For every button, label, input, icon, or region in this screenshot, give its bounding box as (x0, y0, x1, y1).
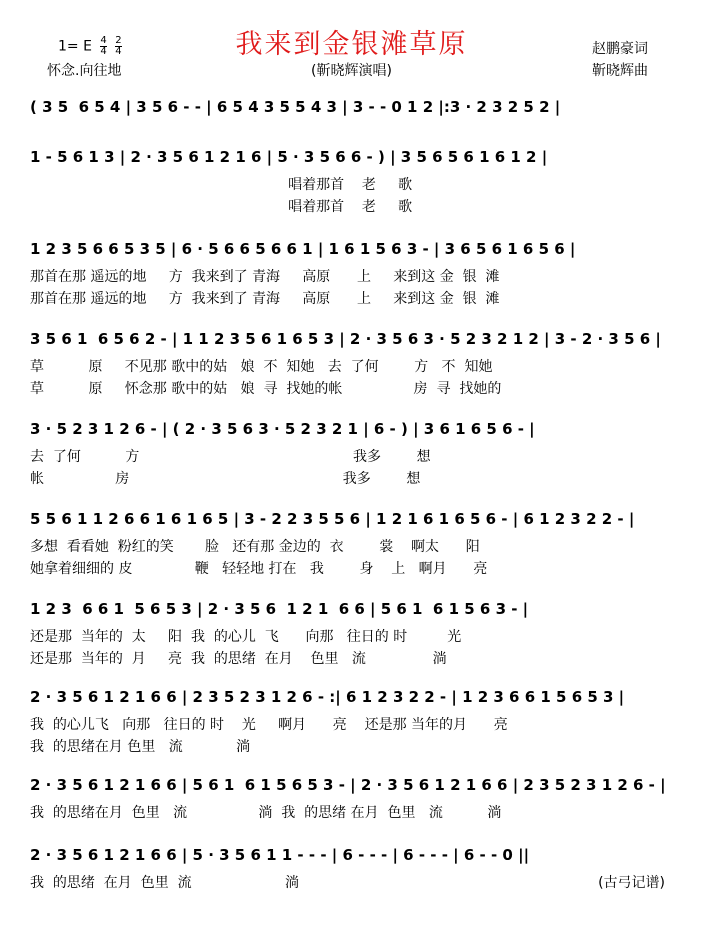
notation-line: 1 - 5 6 1 3 | 2 · 3 5 6 1 2 1 6 | 5 · 3 5 6 6 - ) | 3 5 6 5 6 1 6 1 2 | (30, 148, 548, 166)
staff-row-1 (30, 96, 675, 118)
notation-line: 2 · 3 5 6 1 2 1 6 6 | 2 3 5 2 3 1 2 6 - :| 6 1 2 3 2 2 - | 1 2 3 6 6 1 5 6 5 3 | (30, 688, 625, 706)
tempo-marking: 怀念.向往地 (47, 63, 122, 79)
lyric-verse-1: 多想 看看她 粉红的笑 脸 还有那 金边的 衣 裳 啊太 阳 (30, 539, 480, 555)
staff-row-4 (30, 328, 675, 400)
lyric-verse-1: 草 原 不见那 歌中的姑 娘 不 知她 去 了何 方 不 知她 (30, 359, 493, 375)
composer-credit: 靳晓辉曲 (592, 63, 648, 79)
staff-row-8 (30, 686, 675, 758)
transcriber-credit: (古弓记谱) (598, 875, 665, 891)
notation-line: 3 · 5 2 3 1 2 6 - | ( 2 · 3 5 6 3 · 5 2 3 2 1 | 6 - ) | 3 6 1 6 5 6 - | (30, 420, 535, 438)
lyricist-credit: 赵鹏豪词 (592, 41, 648, 57)
lyric-verse-2: 还是那 当年的 月 亮 我 的思绪 在月 色里 流 淌 (30, 651, 447, 667)
notation-line: ( 3 5 6 5 4 | 3 5 6 - - | 6 5 4 3 5 5 4 3 | 3 - - 0 1 2 |:3 · 2 3 2 5 2 | (30, 98, 561, 116)
notation-line: 2 · 3 5 6 1 2 1 6 6 | 5 6 1 6 1 5 6 5 3 - | 2 · 3 5 6 1 2 1 6 6 | 2 3 5 2 3 1 2 6 - | (30, 776, 666, 794)
lyric-verse-2: 她拿着细细的 皮 鞭 轻轻地 打在 我 身 上 啊月 亮 (30, 561, 488, 577)
lyric-verse-2: 唱着那首 老 歌 (30, 199, 413, 215)
lyric-verse-1: 还是那 当年的 太 阳 我 的心儿 飞 向那 往日的 时 光 (30, 629, 462, 645)
lyric-verse-1: 我 的心儿飞 向那 往日的 时 光 啊月 亮 还是那 当年的月 亮 (30, 717, 508, 733)
lyric-verse-2: 帐 房 我多 想 (30, 471, 421, 487)
lyric-verse-2: 我 的思绪在月 色里 流 淌 (30, 739, 251, 755)
lyric-verse-1: 唱着那首 老 歌 (30, 177, 413, 193)
key-text: 1= E (58, 38, 92, 55)
lyric-verse-1: 我 的思绪 在月 色里 流 淌 (30, 875, 300, 891)
notation-line: 3 5 6 1 6 5 6 2 - | 1 1 2 3 5 6 1 6 5 3 | 2 · 3 5 6 3 · 5 2 3 2 1 2 | 3 - 2 · 3 5 6 | (30, 330, 661, 348)
time-signature-1: $\frac{4}{4}$ (100, 35, 107, 57)
singer-credit: (靳晓辉演唱) (311, 63, 392, 79)
staff-row-7 (30, 598, 675, 670)
notation-line: 1 2 3 6 6 1 5 6 5 3 | 2 · 3 5 6 1 2 1 6 6 | 5 6 1 6 1 5 6 3 - | (30, 600, 529, 618)
staff-row-3 (30, 238, 675, 310)
lyric-verse-1: 我 的思绪在月 色里 流 淌 我 的思绪 在月 色里 流 淌 (30, 805, 502, 821)
lyric-verse-2: 草 原 怀念那 歌中的姑 娘 寻 找她的帐 房 寻 找她的 (30, 381, 502, 397)
key-signature (58, 36, 122, 57)
staff-row-2 (30, 146, 675, 218)
notation-line: 5 5 6 1 1 2 6 6 1 6 1 6 5 | 3 - 2 2 3 5 5 6 | 1 2 1 6 1 6 5 6 - | 6 1 2 3 2 2 - | (30, 510, 635, 528)
staff-row-5 (30, 418, 675, 490)
song-title: 我来到金银滩草原 (235, 29, 468, 60)
notation-line: 2 · 3 5 6 1 2 1 6 6 | 5 · 3 5 6 1 1 - - - | 6 - - - | 6 - - - | 6 - - 0 || (30, 846, 530, 864)
lyric-verse-2: 那首在那 遥远的地 方 我来到了 青海 高原 上 来到这 金 银 滩 (30, 291, 500, 307)
lyric-verse-1: 那首在那 遥远的地 方 我来到了 青海 高原 上 来到这 金 银 滩 (30, 269, 500, 285)
time-signature-2: $\frac{2}{4}$ (115, 35, 122, 57)
notation-line: 1 2 3 5 6 6 5 3 5 | 6 · 5 6 6 5 6 6 1 | 1 6 1 5 6 3 - | 3 6 5 6 1 6 5 6 | (30, 240, 576, 258)
lyric-verse-1: 去 了何 方 我多 想 (30, 449, 431, 465)
staff-row-9 (30, 774, 675, 824)
staff-row-6 (30, 508, 675, 580)
staff-row-10 (30, 844, 675, 894)
